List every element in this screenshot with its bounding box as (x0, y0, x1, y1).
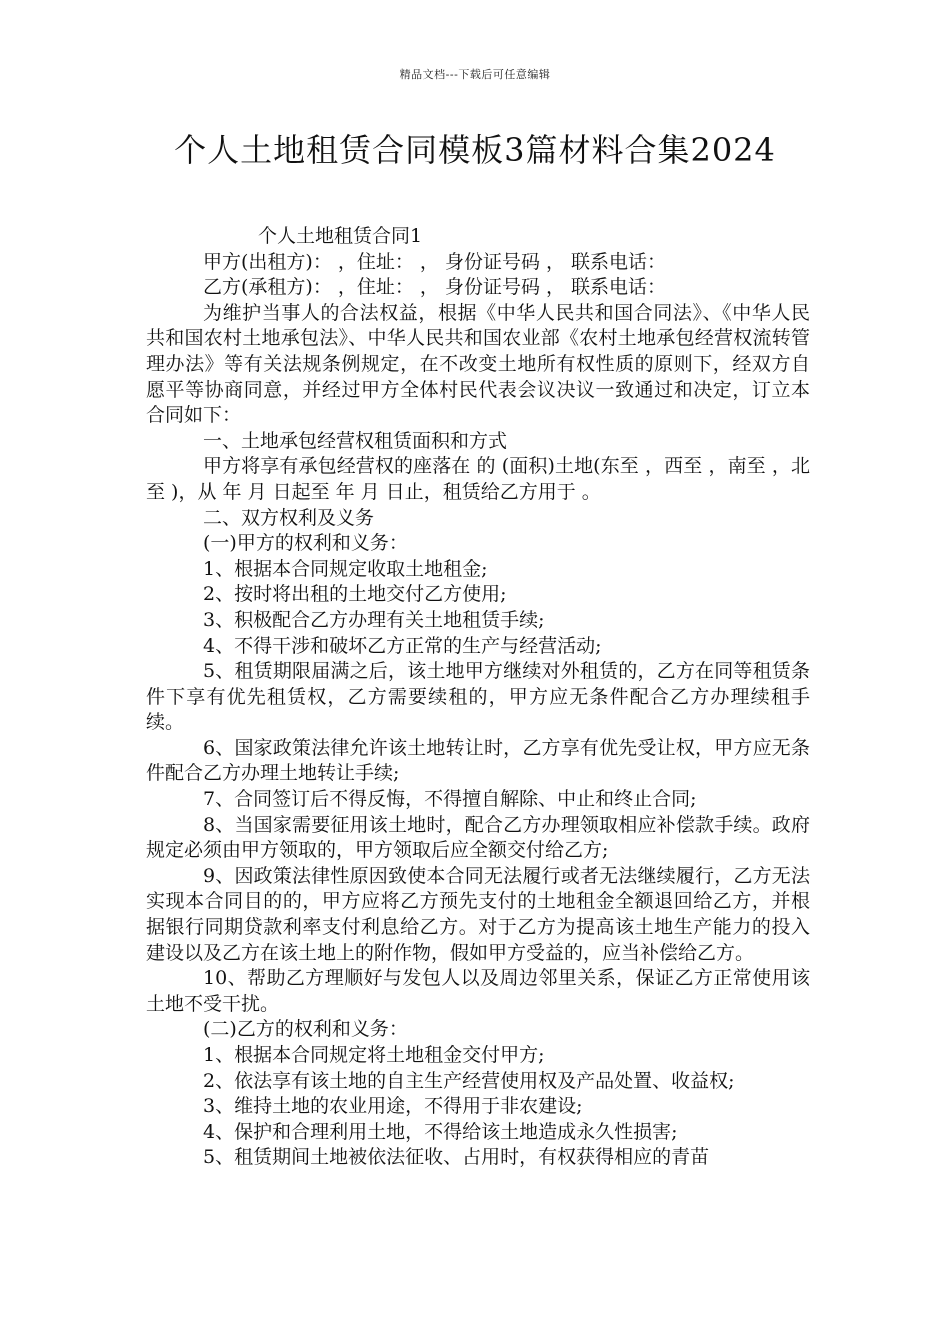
list-item: 4、保护和合理利用土地，不得给该土地造成永久性损害; (203, 1120, 678, 1143)
document-body (146, 224, 810, 1171)
document-title: 个人土地租赁合同模板3篇材料合集2024 (174, 131, 776, 169)
party-b-line: 乙方(承租方)： ，住址： ， 身份证号码 ， 联系电话： (203, 276, 667, 299)
list-item: 3、积极配合乙方办理有关土地租赁手续; (203, 608, 545, 631)
contract-subtitle: 个人土地租赁合同1 (258, 225, 423, 247)
subsection-heading: (二)乙方的权利和义务： (203, 1018, 408, 1041)
preamble-paragraph: 为维护当事人的合法权益，根据《中华人民共和国合同法》、《中华人民共和国农村土地承包法》、中华人民共和国农业部《农村土地承包经营权流转管理办法》等有关法规条例规定，在不改变土地所有权性质的原则下，经双方自愿平等协商同意，并经过甲方全体村民代表会议决议一致通过和决定，订立本合同如下： (146, 301, 810, 427)
subsection-heading: (一)甲方的权利和义务： (203, 532, 408, 555)
list-item: 8、当国家需要征用该土地时，配合乙方办理领取相应补偿款手续。政府规定必须由甲方领取的，甲方领取后应全额交付给乙方; (146, 813, 810, 862)
list-item: 1、根据本合同规定收取土地租金; (203, 557, 488, 580)
list-item: 9、因政策法律性原因致使本合同无法履行或者无法继续履行，乙方无法实现本合同目的的，甲方应将乙方预先支付的土地租金全额退回给乙方，并根据银行同期贷款利率支付利息给乙方。对于乙方为提高该土地生产能力的投入建设以及乙方在该土地上的附作物，假如甲方受益的，应当补偿给乙方。 (146, 864, 810, 964)
party-a-line: 甲方(出租方)： ，住址： ， 身份证号码 ， 联系电话： (203, 250, 667, 273)
list-item: 7、合同签订后不得反悔，不得擅自解除、中止和终止合同; (203, 788, 697, 811)
list-item: 10、帮助乙方理顺好与发包人以及周边邻里关系，保证乙方正常使用该土地不受干扰。 (146, 967, 810, 1015)
list-item: 5、租赁期限届满之后，该土地甲方继续对外租赁的，乙方在同等租赁条件下享有优先租赁权，乙方需要续租的，甲方应无条件配合乙方办理续租手续。 (146, 660, 810, 734)
list-item: 5、租赁期间土地被依法征收、占用时，有权获得相应的青苗 (203, 1146, 710, 1169)
list-item: 3、维持土地的农业用途，不得用于非农建设; (203, 1095, 583, 1118)
list-item: 2、依法享有该土地的自主生产经营使用权及产品处置、收益权; (203, 1069, 735, 1092)
list-item: 2、按时将出租的土地交付乙方使用; (203, 583, 507, 606)
list-item: 1、根据本合同规定将土地租金交付甲方; (203, 1044, 545, 1066)
section-heading: 一、土地承包经营权租赁面积和方式 (203, 429, 508, 452)
body-paragraph: 甲方将享有承包经营权的座落在 的 (面积)土地(东至 ，西至 ，南至 ，北至 )，从 年 月 日起至 年 月 日止，租赁给乙方用于 。 (146, 455, 810, 503)
section-heading: 二、双方权利及义务 (203, 506, 375, 529)
header-note: 精品文档---下载后可任意编辑 (399, 68, 551, 81)
list-item: 6、国家政策法律允许该土地转让时，乙方享有优先受让权，甲方应无条件配合乙方办理土地转让手续; (146, 736, 810, 785)
list-item: 4、不得干涉和破坏乙方正常的生产与经营活动; (203, 634, 602, 657)
